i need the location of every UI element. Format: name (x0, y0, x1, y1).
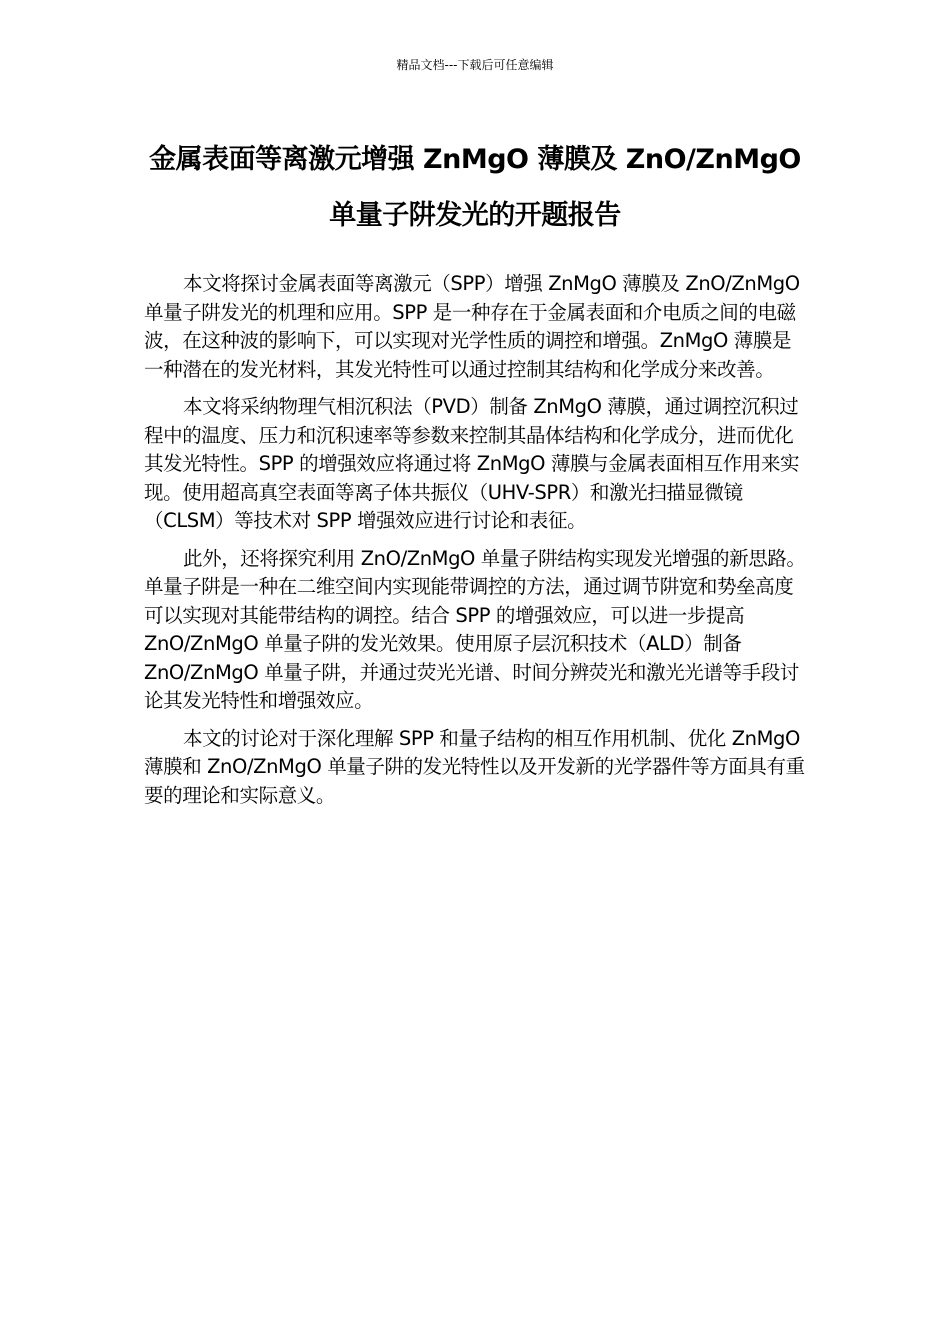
paragraph: 此外，还将探究利用 ZnO/ZnMgO 单量子阱结构实现发光增强的新思路。单量子阱是一种在二维空间内实现能带调控的方法，通过调节阱宽和势垒高度可以实现对其能带结构的调控。结合 SPP 的增强效应，可以进一步提高 ZnO/ZnMgO 单量子阱的发光效果。使用原子层沉积技术（ALD）制备 ZnO/ZnMgO 单量子阱，并通过荧光光谱、时间分辨荧光和激光光谱等手段讨论其发光特性和增强效应。 (144, 546, 806, 712)
paragraph: 本文的讨论对于深化理解 SPP 和量子结构的相互作用机制、优化 ZnMgO 薄膜和 ZnO/ZnMgO 单量子阱的发光特性以及开发新的光学器件等方面具有重要的理论和实际意义。 (144, 726, 805, 807)
title-line-1: 金属表面等离激元增强 ZnMgO 薄膜及 ZnO/ZnMgO (149, 144, 801, 175)
document-title (100, 132, 850, 244)
title-line-2: 单量子阱发光的开题报告 (329, 200, 621, 231)
paragraph: 本文将探讨金属表面等离激元（SPP）增强 ZnMgO 薄膜及 ZnO/ZnMgO 单量子阱发光的机理和应用。SPP 是一种存在于金属表面和介电质之间的电磁波，在这种波的影响下，可以实现对光学性质的调控和增强。ZnMgO 薄膜是一种潜在的发光材料，其发光特性可以通过控制其结构和化学成分来改善。 (144, 272, 800, 381)
page-header-note: 精品文档---下载后可任意编辑 (396, 58, 554, 72)
paragraph: 本文将采纳物理气相沉积法（PVD）制备 ZnMgO 薄膜，通过调控沉积过程中的温度、压力和沉积速率等参数来控制其晶体结构和化学成分，进而优化其发光特性。SPP 的增强效应将通过将 ZnMgO 薄膜与金属表面相互作用来实现。使用超高真空表面等离子体共振仪（UHV-SPR）和激光扫描显微镜（CLSM）等技术对 SPP 增强效应进行讨论和表征。 (144, 395, 800, 532)
document-body (144, 270, 808, 819)
